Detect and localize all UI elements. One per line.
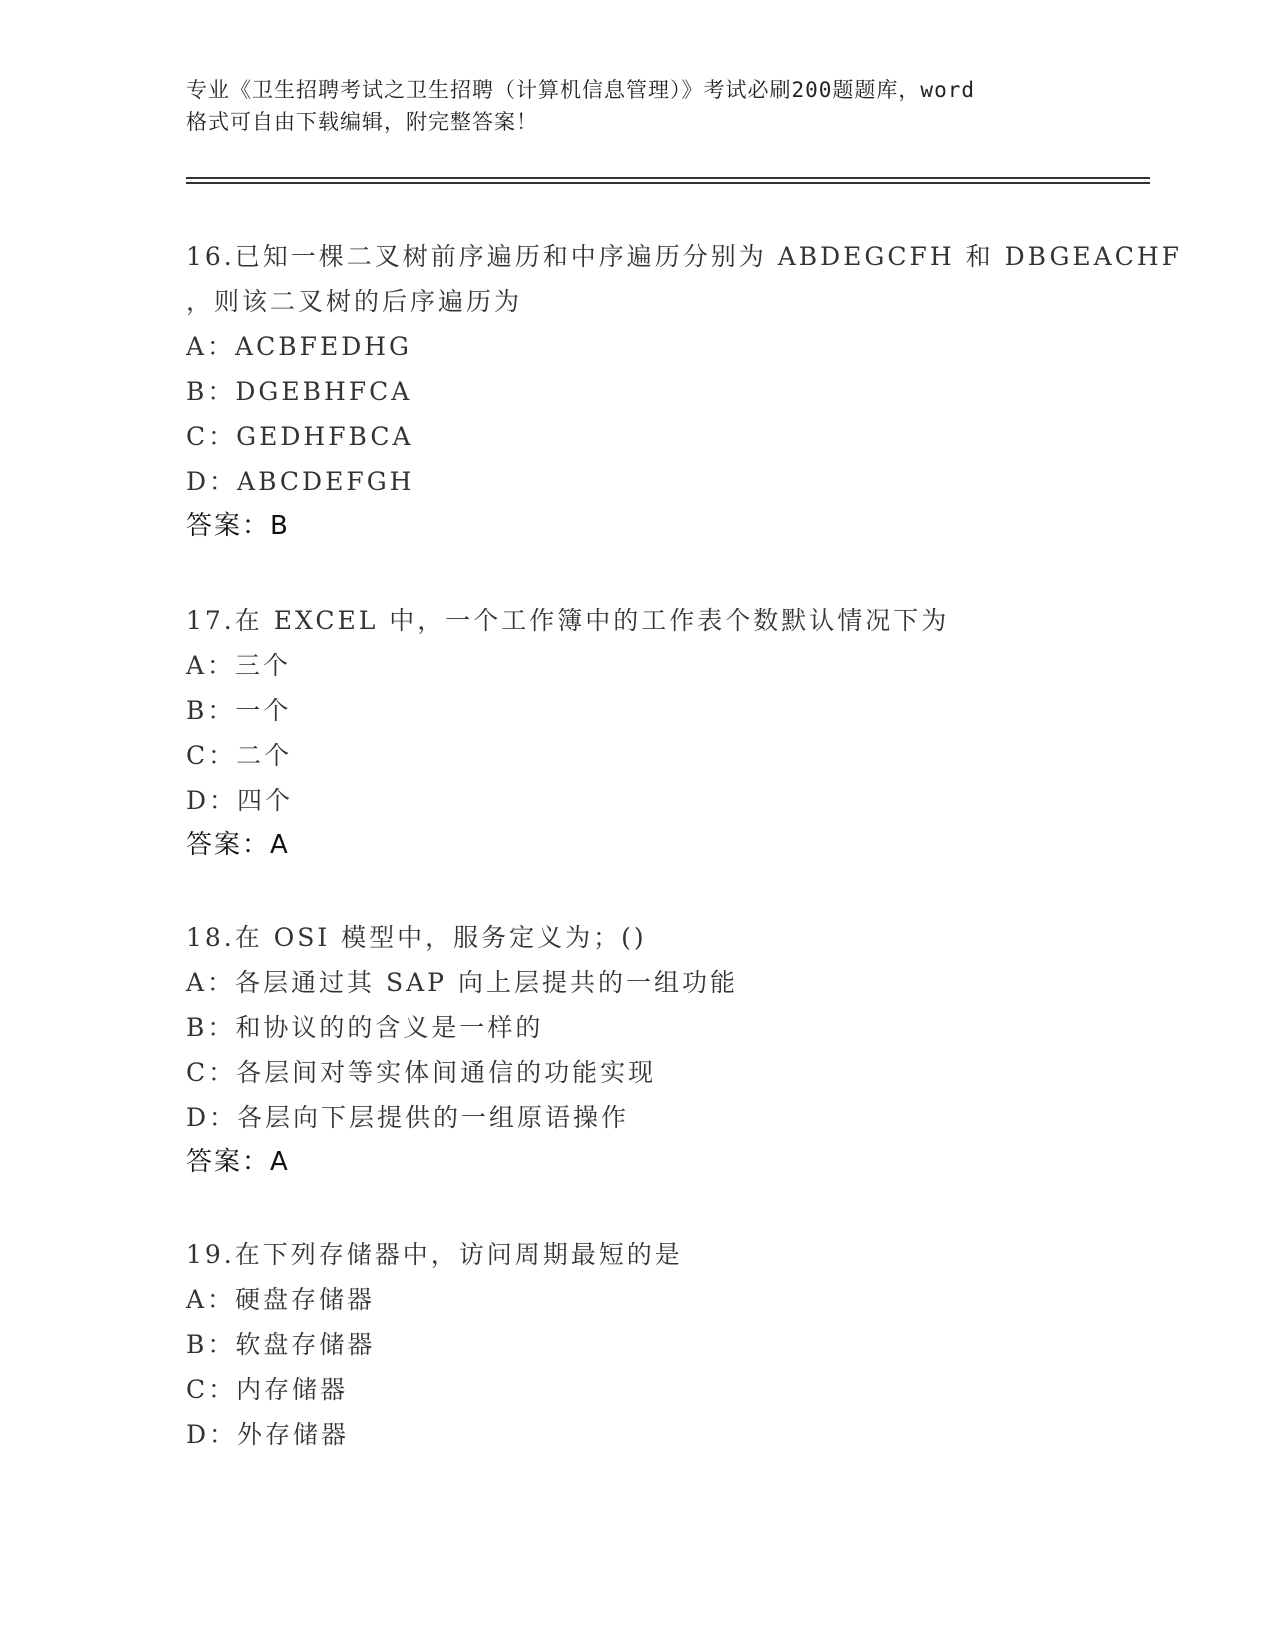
option-a: A：硬盘存储器 — [186, 1285, 376, 1314]
question-stem-continued: ，则该二叉树的后序遍历为 — [186, 287, 523, 316]
question-17 — [186, 598, 1146, 868]
question-stem: 19.在下列存储器中，访问周期最短的是 — [186, 1240, 683, 1269]
document-header — [186, 74, 1086, 138]
question-16 — [186, 234, 1182, 549]
question-19 — [186, 1232, 1146, 1457]
option-b: B：一个 — [186, 696, 292, 725]
option-c: C：GEDHFBCA — [186, 422, 414, 451]
header-divider-bottom — [186, 182, 1150, 184]
option-b: B：和协议的的含义是一样的 — [186, 1013, 544, 1042]
option-d: D：外存储器 — [186, 1420, 350, 1449]
answer: 答案：A — [186, 830, 290, 860]
question-18 — [186, 915, 1146, 1185]
header-title-line-1: 专业《卫生招聘考试之卫生招聘（计算机信息管理）》考试必刷200题题库，word — [186, 78, 975, 102]
option-b: B：软盘存储器 — [186, 1330, 376, 1359]
header-divider-top — [186, 177, 1150, 179]
option-d: D：ABCDEFGH — [186, 467, 415, 496]
header-title-line-2: 格式可自由下载编辑，附完整答案！ — [186, 110, 538, 134]
option-c: C：各层间对等实体间通信的功能实现 — [186, 1058, 657, 1087]
question-stem: 18.在 OSI 模型中，服务定义为；() — [186, 923, 647, 952]
answer: 答案：A — [186, 1147, 290, 1177]
option-d: D：各层向下层提供的一组原语操作 — [186, 1103, 630, 1132]
question-stem: 17.在 EXCEL 中，一个工作簿中的工作表个数默认情况下为 — [186, 606, 950, 635]
option-c: C：二个 — [186, 741, 293, 770]
option-a: A：ACBFEDHG — [186, 332, 413, 361]
option-d: D：四个 — [186, 786, 294, 815]
answer: 答案：B — [186, 511, 290, 541]
option-c: C：内存储器 — [186, 1375, 349, 1404]
option-b: B：DGEBHFCA — [186, 377, 413, 406]
question-stem: 16.已知一棵二叉树前序遍历和中序遍历分别为 ABDEGCFH 和 DBGEACHF — [186, 242, 1182, 271]
option-a: A：三个 — [186, 651, 292, 680]
option-a: A：各层通过其 SAP 向上层提共的一组功能 — [186, 968, 738, 997]
